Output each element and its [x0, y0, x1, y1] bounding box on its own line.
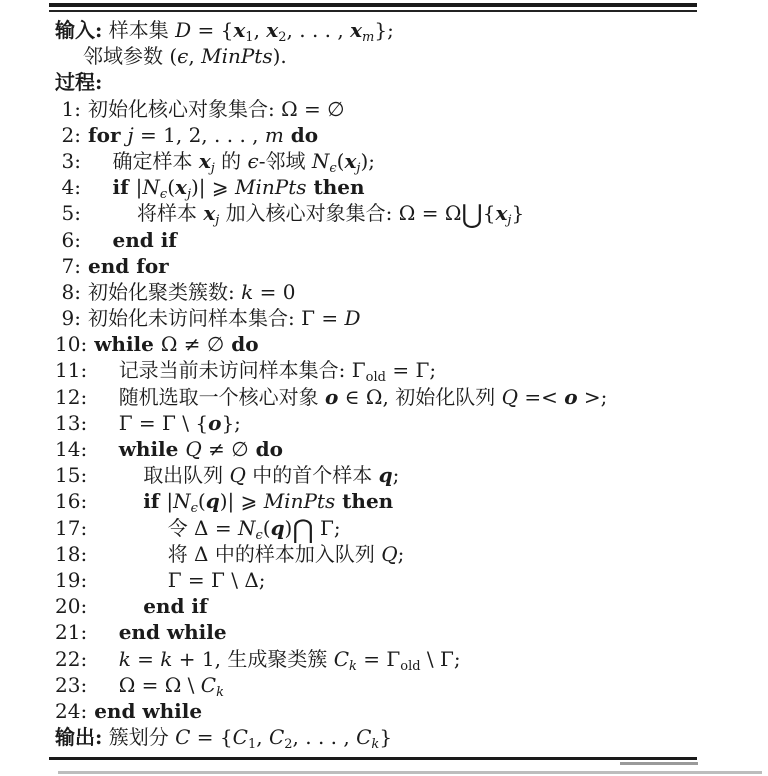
step-number: 24:	[55, 698, 88, 723]
algorithm-step	[55, 384, 717, 410]
algorithm-step	[55, 698, 717, 724]
step-number: 10:	[55, 332, 88, 357]
step-text: 将 Δ 中的样本加入队列 Q;	[167, 541, 405, 566]
algorithm-step	[55, 279, 717, 305]
step-text: while Ω ≠ ∅ do	[94, 332, 259, 357]
step-number: 8:	[61, 279, 81, 304]
step-number: 9:	[61, 306, 81, 331]
step-text: for j = 1, 2, . . . , m do	[88, 122, 319, 147]
step-text: 初始化核心对象集合: Ω = ∅	[88, 96, 345, 121]
step-text: 将样本 $x_j$ 加入核心对象集合: $\Omega = \Omega⋃\{x_j\}$	[137, 200, 525, 231]
step-number: 13:	[55, 410, 88, 435]
step-number: 12:	[55, 384, 88, 409]
header-text: 输出: 簇划分 $C = \{C_1$, $C_2$, . . . , $C_k$}	[55, 725, 393, 753]
step-text: end if	[112, 227, 177, 252]
algorithm-header-line	[55, 69, 717, 95]
scan-artifact-line	[620, 762, 698, 765]
top-rule-thin	[49, 10, 697, 12]
step-number: 7:	[61, 253, 81, 278]
step-text: while Q ≠ ∅ do	[118, 437, 283, 461]
algorithm-step	[55, 174, 717, 203]
algorithm-step	[55, 593, 717, 619]
algorithm-step	[55, 567, 717, 593]
step-text: Γ = Γ \ Δ;	[167, 567, 266, 592]
header-text: 输入: 样本集 $D = \{x_1$, $x_2$, . . . , $x_m$};	[55, 18, 394, 45]
algorithm-step	[55, 253, 717, 279]
step-number: 17:	[55, 515, 88, 540]
scan-artifact-line	[58, 771, 762, 774]
step-text: 取出队列 Q 中的首个样本 q;	[143, 463, 400, 488]
step-number: 5:	[61, 201, 81, 226]
algorithm-step	[55, 410, 717, 436]
algorithm-step	[55, 462, 717, 488]
algorithm-step	[55, 122, 717, 148]
step-text: 初始化聚类簇数: k = 0	[88, 279, 296, 304]
algorithm-step	[55, 619, 717, 645]
top-rule-thick	[49, 3, 697, 7]
algorithm-step	[55, 200, 717, 231]
step-number: 22:	[55, 646, 88, 671]
algorithm-step	[55, 305, 717, 331]
algorithm-step	[55, 331, 717, 357]
step-number: 2:	[61, 122, 81, 147]
algorithm-step	[55, 646, 717, 672]
algorithm-step	[55, 488, 717, 517]
algorithm-header-line	[55, 724, 717, 753]
algorithm-step	[55, 148, 717, 174]
step-text: end for	[88, 253, 169, 278]
step-number: 14:	[55, 437, 88, 461]
step-text: 确定样本 $x_j$ 的 ϵ-邻域 $N_\epsilon(x_j)$;	[112, 148, 375, 176]
step-number: 21:	[55, 620, 88, 645]
algorithm-step	[55, 357, 717, 386]
step-text: k = k + 1, 生成聚类簇 $C_k = \Gamma_{old}$ \ Γ;	[118, 646, 461, 674]
header-text: 邻域参数 (ϵ, MinPts).	[83, 44, 287, 69]
step-number: 19:	[55, 567, 88, 592]
step-number: 1:	[61, 96, 81, 121]
algorithm-step	[55, 436, 717, 462]
step-number: 20:	[55, 594, 88, 619]
bottom-rule	[49, 757, 697, 760]
step-text: 记录当前未访问样本集合: $\Gamma_{old} = \Gamma$;	[118, 358, 437, 386]
step-text: 令 $\Delta = N_\epsilon(q)⋂$ Γ;	[167, 514, 341, 545]
step-number: 3:	[61, 148, 81, 173]
step-text: 初始化未访问样本集合: Γ = D	[88, 306, 361, 331]
step-number: 15:	[55, 463, 88, 488]
step-text: end while	[118, 620, 227, 645]
step-text: end if	[143, 594, 208, 619]
header-text: 过程:	[55, 70, 103, 95]
step-text: if $|N_\epsilon(q)|$ ⩾ MinPts then	[143, 489, 394, 517]
step-text: end while	[94, 698, 203, 723]
step-number: 11:	[55, 358, 88, 383]
step-number: 6:	[61, 227, 81, 252]
step-number: 16:	[55, 489, 88, 514]
algorithm-header-line	[55, 17, 717, 43]
step-number: 18:	[55, 541, 88, 566]
step-text: 随机选取一个核心对象 o ∈ Ω, 初始化队列 Q =< o >;	[118, 384, 608, 409]
step-number: 23:	[55, 672, 88, 697]
step-number: 4:	[61, 175, 81, 200]
algorithm-step	[55, 96, 717, 122]
step-text: Ω = Ω \ $C_k$	[118, 672, 224, 700]
algorithm-step	[55, 541, 717, 567]
step-text: Γ = Γ \ {o};	[118, 410, 241, 435]
algorithm-body	[55, 17, 717, 753]
step-text: if $|N_\epsilon(x_j)|$ ⩾ MinPts then	[112, 175, 365, 203]
